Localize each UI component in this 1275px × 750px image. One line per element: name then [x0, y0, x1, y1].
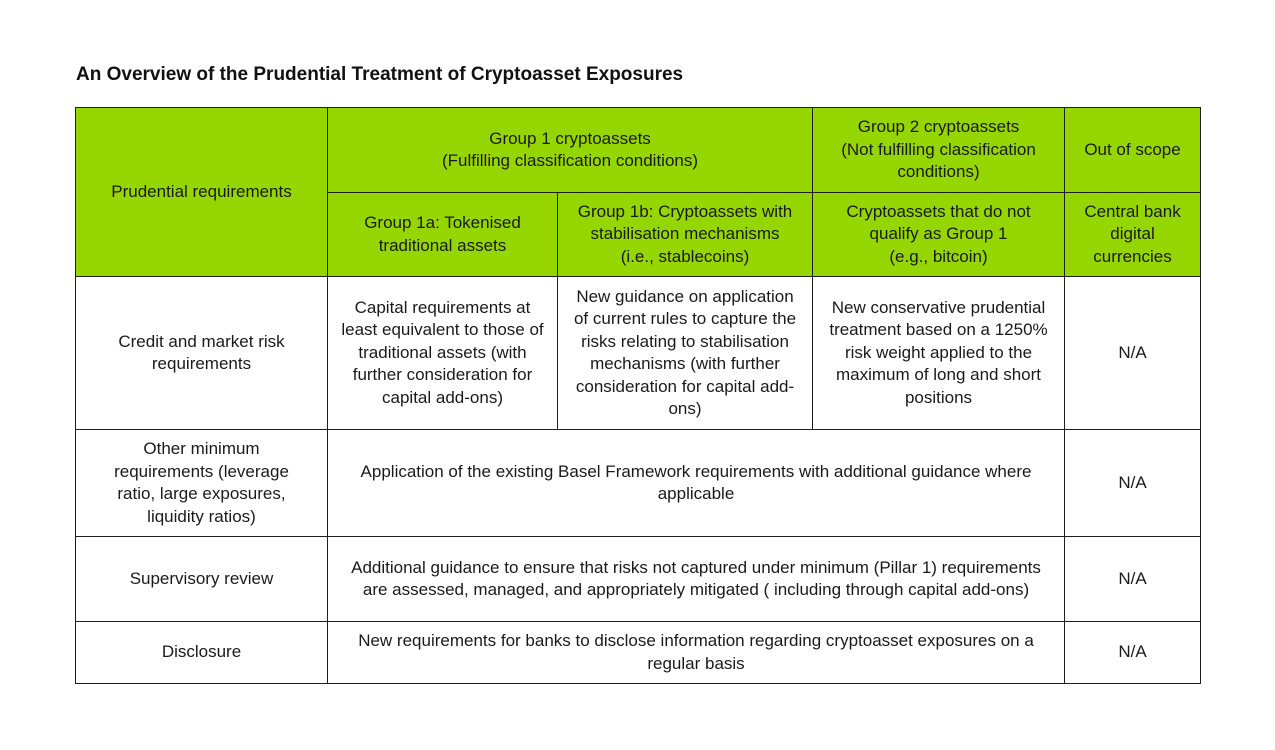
header-group2-title: Group 2 cryptoassets	[857, 117, 1020, 137]
table-row-credit-market-risk	[76, 277, 1201, 430]
cell-credit-group1b: New guidance on application of current rules to capture the risks relating to stabilisation mechanisms (with further consideration for capital add-ons)	[558, 277, 813, 430]
cell-supervisory-out-of-scope: N/A	[1065, 537, 1201, 622]
header-group2	[813, 108, 1065, 193]
header-row-groups	[76, 108, 1201, 193]
cell-credit-group1a: Capital requirements at least equivalent to those of traditional assets (with further consideration for capital add-ons)	[328, 277, 558, 430]
header-group1-title: Group 1 cryptoassets	[489, 128, 651, 148]
header-out-of-scope: Out of scope	[1065, 108, 1201, 193]
header-group1	[328, 108, 813, 193]
row-label-credit-market-risk: Credit and market risk requirements	[76, 277, 328, 430]
header-group1b	[558, 193, 813, 277]
table-row-other-minimum	[76, 430, 1201, 537]
header-group1a: Group 1a: Tokenised traditional assets	[328, 193, 558, 277]
cell-other-out-of-scope: N/A	[1065, 430, 1201, 537]
header-oos-subheading: Central bank digital currencies	[1065, 193, 1201, 277]
cell-disclosure-out-of-scope: N/A	[1065, 622, 1201, 684]
header-prudential-requirements: Prudential requirements	[76, 108, 328, 277]
table-row-supervisory-review	[76, 537, 1201, 622]
header-group1-subtitle: (Fulfilling classification conditions)	[441, 151, 699, 170]
header-group2-subtitle: (Not fulfilling classification conditions)	[841, 139, 1036, 182]
header-group1b-subtitle: (i.e., stablecoins)	[620, 246, 750, 266]
row-label-supervisory-review: Supervisory review	[76, 537, 328, 622]
cell-credit-group2: New conservative prudential treatment based on a 1250% risk weight applied to the maximum of long and short positions	[813, 277, 1065, 430]
header-group2-sub-example: (e.g., bitcoin)	[889, 246, 988, 266]
cell-disclosure-group1-group2: New requirements for banks to disclose information regarding cryptoasset exposures on a regular basis	[328, 622, 1065, 684]
table-row-disclosure	[76, 622, 1201, 684]
prudential-treatment-table	[75, 107, 1201, 684]
row-label-other-minimum: Other minimum requirements (leverage ratio, large exposures, liquidity ratios)	[76, 430, 328, 537]
page-title: An Overview of the Prudential Treatment of Cryptoasset Exposures	[76, 64, 684, 85]
header-group2-subheading	[813, 193, 1065, 277]
cell-supervisory-group1-group2: Additional guidance to ensure that risks not captured under minimum (Pillar 1) requirements are assessed, managed, and appropriately mitigated ( including through capital add-ons)	[328, 537, 1065, 622]
header-group1b-title: Group 1b: Cryptoassets with stabilisation mechanisms	[577, 201, 793, 244]
row-label-disclosure: Disclosure	[76, 622, 328, 684]
cell-other-group1-group2: Application of the existing Basel Framework requirements with additional guidance where applicable	[328, 430, 1065, 537]
cell-credit-out-of-scope: N/A	[1065, 277, 1201, 430]
header-group2-sub-title: Cryptoassets that do not qualify as Group 1	[846, 201, 1031, 244]
